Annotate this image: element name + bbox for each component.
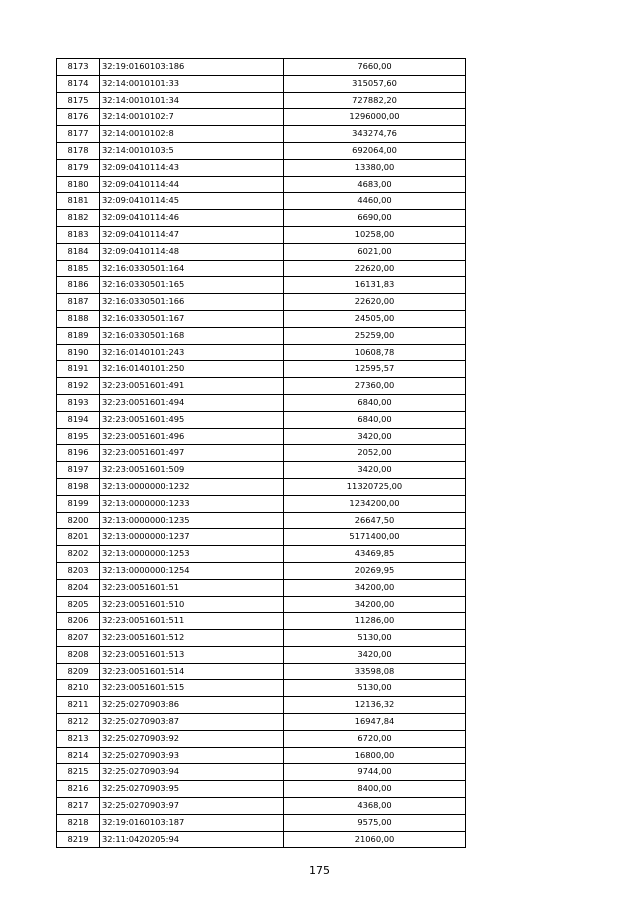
cadastral-number-cell: 32:16:0330501:164 xyxy=(100,260,284,277)
table-row xyxy=(57,327,466,344)
page-number: 175 xyxy=(309,864,330,877)
row-number-cell: 8185 xyxy=(57,260,100,277)
row-number-cell: 8199 xyxy=(57,495,100,512)
cadastral-number-cell: 32:13:0000000:1235 xyxy=(100,512,284,529)
row-number-cell: 8196 xyxy=(57,445,100,462)
table-row xyxy=(57,814,466,831)
cadastral-number-cell: 32:23:0051601:514 xyxy=(100,663,284,680)
table-row xyxy=(57,613,466,630)
value-cell: 10258,00 xyxy=(284,226,466,243)
table-row xyxy=(57,697,466,714)
value-cell: 692064,00 xyxy=(284,142,466,159)
row-number-cell: 8203 xyxy=(57,562,100,579)
value-cell: 16131,83 xyxy=(284,277,466,294)
table-row xyxy=(57,831,466,848)
row-number-cell: 8173 xyxy=(57,59,100,76)
cadastral-number-cell: 32:25:0270903:87 xyxy=(100,714,284,731)
table-row xyxy=(57,445,466,462)
value-cell: 9744,00 xyxy=(284,764,466,781)
row-number-cell: 8216 xyxy=(57,781,100,798)
value-cell: 6840,00 xyxy=(284,394,466,411)
cadastral-number-cell: 32:23:0051601:494 xyxy=(100,394,284,411)
table-row xyxy=(57,730,466,747)
value-cell: 16800,00 xyxy=(284,747,466,764)
cadastral-number-cell: 32:23:0051601:51 xyxy=(100,579,284,596)
value-cell: 4368,00 xyxy=(284,798,466,815)
table-row xyxy=(57,714,466,731)
cadastral-number-cell: 32:14:0010101:33 xyxy=(100,75,284,92)
cadastral-number-cell: 32:23:0051601:491 xyxy=(100,378,284,395)
value-cell: 2052,00 xyxy=(284,445,466,462)
cadastral-number-cell: 32:16:0140101:250 xyxy=(100,361,284,378)
cadastral-number-cell: 32:23:0051601:513 xyxy=(100,646,284,663)
cadastral-number-cell: 32:25:0270903:93 xyxy=(100,747,284,764)
table-row xyxy=(57,159,466,176)
row-number-cell: 8186 xyxy=(57,277,100,294)
value-cell: 343274,76 xyxy=(284,126,466,143)
row-number-cell: 8190 xyxy=(57,344,100,361)
value-cell: 34200,00 xyxy=(284,596,466,613)
value-cell: 24505,00 xyxy=(284,310,466,327)
row-number-cell: 8191 xyxy=(57,361,100,378)
value-cell: 6720,00 xyxy=(284,730,466,747)
value-cell: 6021,00 xyxy=(284,243,466,260)
table-row xyxy=(57,798,466,815)
table-row xyxy=(57,126,466,143)
value-cell: 727882,20 xyxy=(284,92,466,109)
row-number-cell: 8202 xyxy=(57,546,100,563)
table-row xyxy=(57,176,466,193)
table-row xyxy=(57,59,466,76)
value-cell: 25259,00 xyxy=(284,327,466,344)
value-cell: 11320725,00 xyxy=(284,478,466,495)
cadastral-number-cell: 32:25:0270903:97 xyxy=(100,798,284,815)
table-row xyxy=(57,277,466,294)
table-row xyxy=(57,646,466,663)
row-number-cell: 8188 xyxy=(57,310,100,327)
value-cell: 5171400,00 xyxy=(284,529,466,546)
cadastral-number-cell: 32:25:0270903:92 xyxy=(100,730,284,747)
cadastral-number-cell: 32:13:0000000:1253 xyxy=(100,546,284,563)
value-cell: 5130,00 xyxy=(284,680,466,697)
cadastral-number-cell: 32:09:0410114:47 xyxy=(100,226,284,243)
table-row xyxy=(57,260,466,277)
cadastral-number-cell: 32:09:0410114:44 xyxy=(100,176,284,193)
value-cell: 22620,00 xyxy=(284,260,466,277)
table-row xyxy=(57,680,466,697)
value-cell: 9575,00 xyxy=(284,814,466,831)
table-row xyxy=(57,109,466,126)
row-number-cell: 8219 xyxy=(57,831,100,848)
cadastral-number-cell: 32:13:0000000:1237 xyxy=(100,529,284,546)
cadastral-number-cell: 32:23:0051601:512 xyxy=(100,630,284,647)
cadastral-number-cell: 32:14:0010102:8 xyxy=(100,126,284,143)
value-cell: 11286,00 xyxy=(284,613,466,630)
row-number-cell: 8207 xyxy=(57,630,100,647)
table-row xyxy=(57,142,466,159)
row-number-cell: 8218 xyxy=(57,814,100,831)
row-number-cell: 8214 xyxy=(57,747,100,764)
table-row xyxy=(57,226,466,243)
value-cell: 43469,85 xyxy=(284,546,466,563)
value-cell: 13380,00 xyxy=(284,159,466,176)
table-row xyxy=(57,495,466,512)
value-cell: 12136,32 xyxy=(284,697,466,714)
value-cell: 1234200,00 xyxy=(284,495,466,512)
cadastral-number-cell: 32:16:0330501:168 xyxy=(100,327,284,344)
row-number-cell: 8183 xyxy=(57,226,100,243)
row-number-cell: 8215 xyxy=(57,764,100,781)
row-number-cell: 8211 xyxy=(57,697,100,714)
cadastral-number-cell: 32:09:0410114:43 xyxy=(100,159,284,176)
row-number-cell: 8217 xyxy=(57,798,100,815)
cadastral-number-cell: 32:23:0051601:497 xyxy=(100,445,284,462)
cadastral-number-cell: 32:13:0000000:1254 xyxy=(100,562,284,579)
row-number-cell: 8204 xyxy=(57,579,100,596)
table-row xyxy=(57,562,466,579)
value-cell: 4460,00 xyxy=(284,193,466,210)
table-row xyxy=(57,75,466,92)
cadastral-number-cell: 32:23:0051601:496 xyxy=(100,428,284,445)
value-cell: 5130,00 xyxy=(284,630,466,647)
value-cell: 22620,00 xyxy=(284,294,466,311)
table-row xyxy=(57,411,466,428)
value-cell: 3420,00 xyxy=(284,462,466,479)
value-cell: 8400,00 xyxy=(284,781,466,798)
row-number-cell: 8210 xyxy=(57,680,100,697)
table-row xyxy=(57,512,466,529)
table-row xyxy=(57,294,466,311)
cadastral-number-cell: 32:16:0140101:243 xyxy=(100,344,284,361)
row-number-cell: 8175 xyxy=(57,92,100,109)
table-row xyxy=(57,210,466,227)
cadastral-number-cell: 32:23:0051601:509 xyxy=(100,462,284,479)
table-row xyxy=(57,478,466,495)
value-cell: 10608,78 xyxy=(284,344,466,361)
row-number-cell: 8187 xyxy=(57,294,100,311)
cadastral-number-cell: 32:25:0270903:94 xyxy=(100,764,284,781)
value-cell: 315057,60 xyxy=(284,75,466,92)
table-row xyxy=(57,781,466,798)
table-row xyxy=(57,310,466,327)
value-cell: 26647,50 xyxy=(284,512,466,529)
cadastral-number-cell: 32:16:0330501:166 xyxy=(100,294,284,311)
row-number-cell: 8178 xyxy=(57,142,100,159)
cadastral-number-cell: 32:11:0420205:94 xyxy=(100,831,284,848)
value-cell: 3420,00 xyxy=(284,428,466,445)
cadastral-number-cell: 32:16:0330501:165 xyxy=(100,277,284,294)
row-number-cell: 8177 xyxy=(57,126,100,143)
table-row xyxy=(57,394,466,411)
cadastral-number-cell: 32:09:0410114:45 xyxy=(100,193,284,210)
value-cell: 33598,08 xyxy=(284,663,466,680)
cadastral-number-cell: 32:19:0160103:186 xyxy=(100,59,284,76)
value-cell: 12595,57 xyxy=(284,361,466,378)
cadastral-number-cell: 32:23:0051601:510 xyxy=(100,596,284,613)
row-number-cell: 8179 xyxy=(57,159,100,176)
row-number-cell: 8213 xyxy=(57,730,100,747)
row-number-cell: 8181 xyxy=(57,193,100,210)
value-cell: 6840,00 xyxy=(284,411,466,428)
row-number-cell: 8189 xyxy=(57,327,100,344)
row-number-cell: 8212 xyxy=(57,714,100,731)
cadastral-number-cell: 32:09:0410114:48 xyxy=(100,243,284,260)
row-number-cell: 8182 xyxy=(57,210,100,227)
table-row xyxy=(57,92,466,109)
cadastral-number-cell: 32:16:0330501:167 xyxy=(100,310,284,327)
row-number-cell: 8208 xyxy=(57,646,100,663)
table-row xyxy=(57,378,466,395)
cadastral-number-cell: 32:23:0051601:511 xyxy=(100,613,284,630)
value-cell: 34200,00 xyxy=(284,579,466,596)
cadastral-number-cell: 32:23:0051601:495 xyxy=(100,411,284,428)
row-number-cell: 8206 xyxy=(57,613,100,630)
value-cell: 7660,00 xyxy=(284,59,466,76)
row-number-cell: 8205 xyxy=(57,596,100,613)
cadastral-number-cell: 32:14:0010102:7 xyxy=(100,109,284,126)
cadastral-number-cell: 32:19:0160103:187 xyxy=(100,814,284,831)
table-row xyxy=(57,243,466,260)
row-number-cell: 8176 xyxy=(57,109,100,126)
table-row xyxy=(57,546,466,563)
row-number-cell: 8184 xyxy=(57,243,100,260)
value-cell: 21060,00 xyxy=(284,831,466,848)
row-number-cell: 8209 xyxy=(57,663,100,680)
row-number-cell: 8180 xyxy=(57,176,100,193)
table-row xyxy=(57,663,466,680)
row-number-cell: 8198 xyxy=(57,478,100,495)
table-row xyxy=(57,462,466,479)
row-number-cell: 8192 xyxy=(57,378,100,395)
row-number-cell: 8200 xyxy=(57,512,100,529)
table-row xyxy=(57,747,466,764)
value-cell: 4683,00 xyxy=(284,176,466,193)
table-row xyxy=(57,428,466,445)
cadastral-number-cell: 32:25:0270903:95 xyxy=(100,781,284,798)
table-row xyxy=(57,344,466,361)
cadastral-number-cell: 32:13:0000000:1233 xyxy=(100,495,284,512)
table-row xyxy=(57,529,466,546)
table-row xyxy=(57,361,466,378)
value-cell: 16947,84 xyxy=(284,714,466,731)
row-number-cell: 8193 xyxy=(57,394,100,411)
value-cell: 27360,00 xyxy=(284,378,466,395)
table-row xyxy=(57,579,466,596)
value-cell: 1296000,00 xyxy=(284,109,466,126)
row-number-cell: 8197 xyxy=(57,462,100,479)
table-row xyxy=(57,630,466,647)
table-row xyxy=(57,596,466,613)
row-number-cell: 8194 xyxy=(57,411,100,428)
cadastral-value-table xyxy=(56,58,466,848)
cadastral-number-cell: 32:23:0051601:515 xyxy=(100,680,284,697)
row-number-cell: 8201 xyxy=(57,529,100,546)
cadastral-number-cell: 32:13:0000000:1232 xyxy=(100,478,284,495)
row-number-cell: 8195 xyxy=(57,428,100,445)
table-row xyxy=(57,764,466,781)
value-cell: 20269,95 xyxy=(284,562,466,579)
value-cell: 3420,00 xyxy=(284,646,466,663)
value-cell: 6690,00 xyxy=(284,210,466,227)
row-number-cell: 8174 xyxy=(57,75,100,92)
table-body xyxy=(57,59,466,848)
cadastral-number-cell: 32:09:0410114:46 xyxy=(100,210,284,227)
cadastral-number-cell: 32:14:0010103:5 xyxy=(100,142,284,159)
cadastral-number-cell: 32:14:0010101:34 xyxy=(100,92,284,109)
table-row xyxy=(57,193,466,210)
cadastral-number-cell: 32:25:0270903:86 xyxy=(100,697,284,714)
